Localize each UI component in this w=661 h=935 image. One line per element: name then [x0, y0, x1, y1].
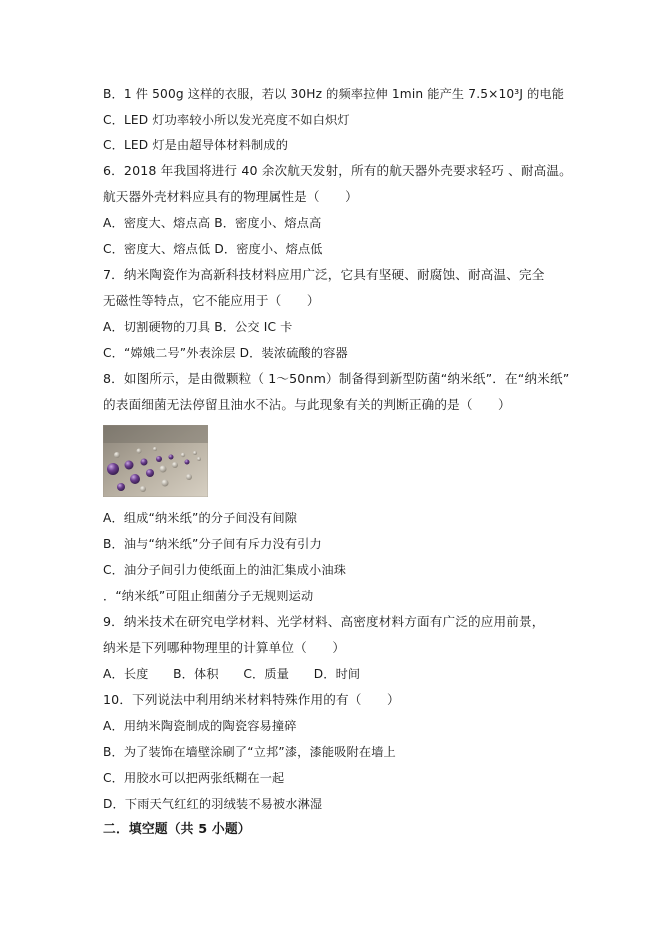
question-8-option-a: A．组成“纳米纸”的分子间没有间隙	[103, 511, 298, 525]
question-7-line-2: 无磁性等特点，它不能应用于（ ）	[103, 293, 320, 308]
section-heading-fill-in: 二．填空题（共 5 小题）	[103, 822, 251, 837]
question-10-option-d: D．下雨天气红红的羽绒装不易被水淋湿	[103, 797, 323, 811]
question-9-line-1: 9．纳米技术在研究电学材料、光学材料、高密度材料方面有广泛的应用前景，	[103, 614, 545, 629]
question-7-options-ab: A．切割硬物的刀具 B．公交 IC 卡	[103, 320, 293, 334]
question-6-line-2: 航天器外壳材料应具有的物理属性是（ ）	[103, 189, 358, 204]
question-10-line-1: 10．下列说法中利用纳米材料特殊作用的有（ ）	[103, 692, 400, 707]
question-8-option-b: B．油与“纳米纸”分子间有斥力没有引力	[103, 537, 322, 551]
question-8-option-c: C．油分子间引力使纸面上的油汇集成小油珠	[103, 563, 347, 577]
question-6-line-1: 6．2018 年我国将进行 40 余次航天发射，所有的航天器外壳要求轻巧 、耐高温。	[103, 163, 572, 178]
nano-paper-droplets-photo	[103, 425, 208, 497]
question-6-options-ab: A．密度大、熔点高 B．密度小、熔点高	[103, 216, 322, 230]
question-8-line-2: 的表面细菌无法停留且油水不沾。与此现象有关的判断正确的是（ ）	[103, 397, 511, 412]
question-10-option-a: A．用纳米陶瓷制成的陶瓷容易撞碎	[103, 719, 297, 733]
question-9-line-2: 纳米是下列哪种物理里的计算单位（ ）	[103, 640, 346, 655]
option-b-q5: B．1 件 500g 这样的衣服，若以 30Hz 的频率拉伸 1min 能产生 7.5×10³J 的电能	[103, 87, 565, 101]
question-8-option-d: ．“纳米纸”可阻止细菌分子无规则运动	[103, 589, 314, 603]
option-c2-q5: C．LED 灯是由超导体材料制成的	[103, 138, 289, 152]
question-10-option-b: B．为了装饰在墙壁涂刷了“立邦”漆，漆能吸附在墙上	[103, 745, 396, 759]
question-10-option-c: C．用胶水可以把两张纸糊在一起	[103, 771, 285, 785]
option-c-q5: C．LED 灯功率较小所以发光亮度不如白炽灯	[103, 113, 350, 127]
question-8-line-1: 8．如图所示，是由微颗粒（ 1～50nm）制备得到新型防菌“纳米纸”．在“纳米纸”	[103, 371, 570, 386]
question-7-options-cd: C．“嫦娥二号”外表涂层 D．装浓硫酸的容器	[103, 346, 348, 360]
question-6-options-cd: C．密度大、熔点低 D．密度小、熔点低	[103, 242, 323, 256]
question-7-line-1: 7．纳米陶瓷作为高新科技材料应用广泛，它具有坚硬、耐腐蚀、耐高温、完全	[103, 267, 545, 282]
question-9-options: A．长度 B．体积 C．质量 D．时间	[103, 667, 361, 681]
